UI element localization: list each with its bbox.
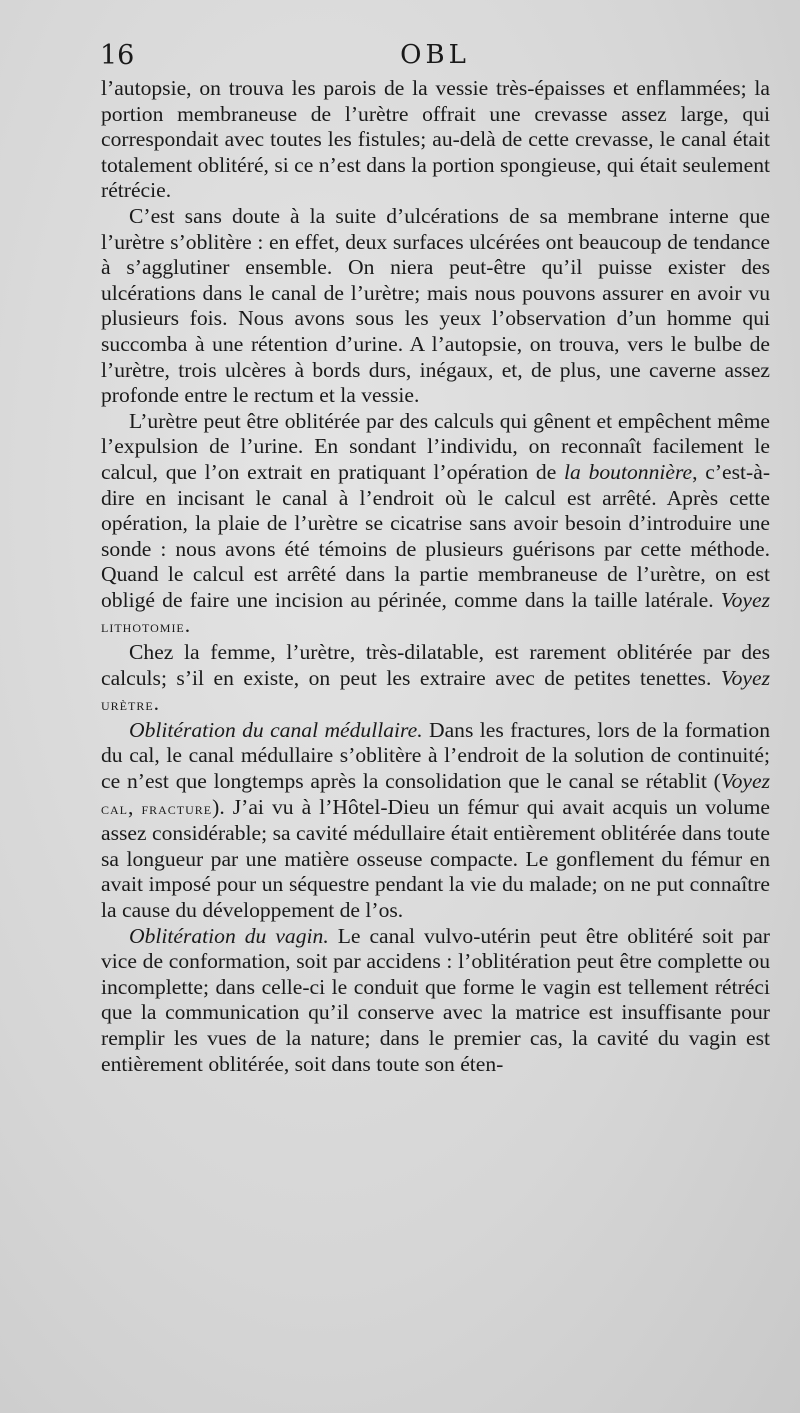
paragraph-5 xyxy=(101,718,770,924)
paragraph-1 xyxy=(101,76,770,204)
text-run: . xyxy=(184,613,191,638)
cross-reference: fracture xyxy=(141,798,213,818)
text-run: , c’est-à-dire en incisant le canal à l’endroit où le calcul est arrêté. Après cette opération, la plaie de l’urètre se cicatrise sans avoir besoin d’introduire une sonde : nous avons été témoins de plusieurs guérisons par cette méthode. Quand le calcul est arrêté dans la partie membraneuse de l’urètre, on est obligé de faire une incision au périnée, comme dans la taille latérale. xyxy=(101,459,771,612)
text-run: l’autopsie, on trouva les parois de la vessie très-épaisses et enflammées; la portion membraneuse de l’urètre offrait une crevasse assez large, qui correspondait avec toutes les fistules; au-delà de cette crevasse, le canal était totalement oblitéré, si ce n’est dans la portion spongieuse, qui était seulement rétrécie. xyxy=(101,76,770,203)
text-run: ). J’ai vu à l’Hôtel-Dieu un fémur qui avait acquis un volume assez considérable; sa cavité médullaire était entièrement oblitérée dans toute sa longueur par une matière osseuse compacte. Le gonflement du fémur en avait imposé pour un séquestre pendant la vie du malade; on ne put connaître la cause du développement de l’os. xyxy=(101,794,770,922)
italic-text: Oblitération du vagin. xyxy=(129,923,329,948)
text-run: L’urètre peut être oblitérée par des calculs qui gênent et empêchent même l’expulsion de l’urine. En sondant l’individu, on reconnaît facilement le calcul, que l’on extrait en pratiquant l’opération de xyxy=(101,408,770,484)
italic-text: Voyez xyxy=(720,587,770,612)
text-run: , xyxy=(128,794,142,819)
running-head: OBL xyxy=(400,40,470,70)
italic-text: la boutonnière xyxy=(564,459,693,484)
text-run: Dans les fractures, lors de la formation du cal, le canal médullaire s’oblitère à l’endroit de la solution de continuité; ce n’est que longtemps après la consolidation que le canal se rétablit ( xyxy=(101,717,770,794)
paragraph-2 xyxy=(101,204,770,409)
paragraph-4 xyxy=(101,640,770,718)
italic-text: Voyez xyxy=(720,769,770,794)
text-run: . xyxy=(153,691,160,716)
cross-reference: urètre xyxy=(101,695,154,715)
body-text xyxy=(101,76,770,1077)
text-run: C’est sans doute à la suite d’ulcérations de sa membrane interne que l’urètre s’oblitère : en effet, deux surfaces ulcérées ont beaucoup de tendance à s’agglutiner ensemble. On niera peut-être qu’il puisse exister des ulcérations dans le canal de l’urètre; mais nous pouvons assurer en avoir vu plusieurs fois. Nous avons sous les yeux l’observation d’un homme qui succomba à une rétention d’urine. A l’autopsie, on trouva, vers le bulbe de l’urètre, trois ulcères à bords durs, inégaux, et, de plus, une caverne assez profonde entre le rectum et la vessie. xyxy=(101,203,770,408)
page-number: 16 xyxy=(100,40,135,71)
text-run: Le canal vulvo-utérin peut être oblitéré soit par vice de conformation, soit par accidens : l’oblitération peut être complette ou incomplette; dans celle-ci le conduit que forme le vagin est tellement rétréci que la communication qu’il conserve avec la matrice est insuffisante pour remplir les vues de la nature; dans le premier cas, la cavité du vagin est entièrement oblitérée, soit dans toute son éten- xyxy=(101,923,770,1076)
paragraph-6 xyxy=(101,924,770,1078)
page-header xyxy=(100,40,770,74)
italic-text: Voyez xyxy=(720,665,770,690)
cross-reference: cal xyxy=(101,798,128,818)
cross-reference: lithotomie xyxy=(101,617,185,637)
text-run: Chez la femme, l’urètre, très-dilatable, est rarement oblitérée par des calculs; s’il en existe, on peut les extraire avec de petites tenettes. xyxy=(101,640,770,690)
italic-text: Oblitération du canal médullaire. xyxy=(129,717,423,742)
paragraph-3 xyxy=(101,409,770,640)
